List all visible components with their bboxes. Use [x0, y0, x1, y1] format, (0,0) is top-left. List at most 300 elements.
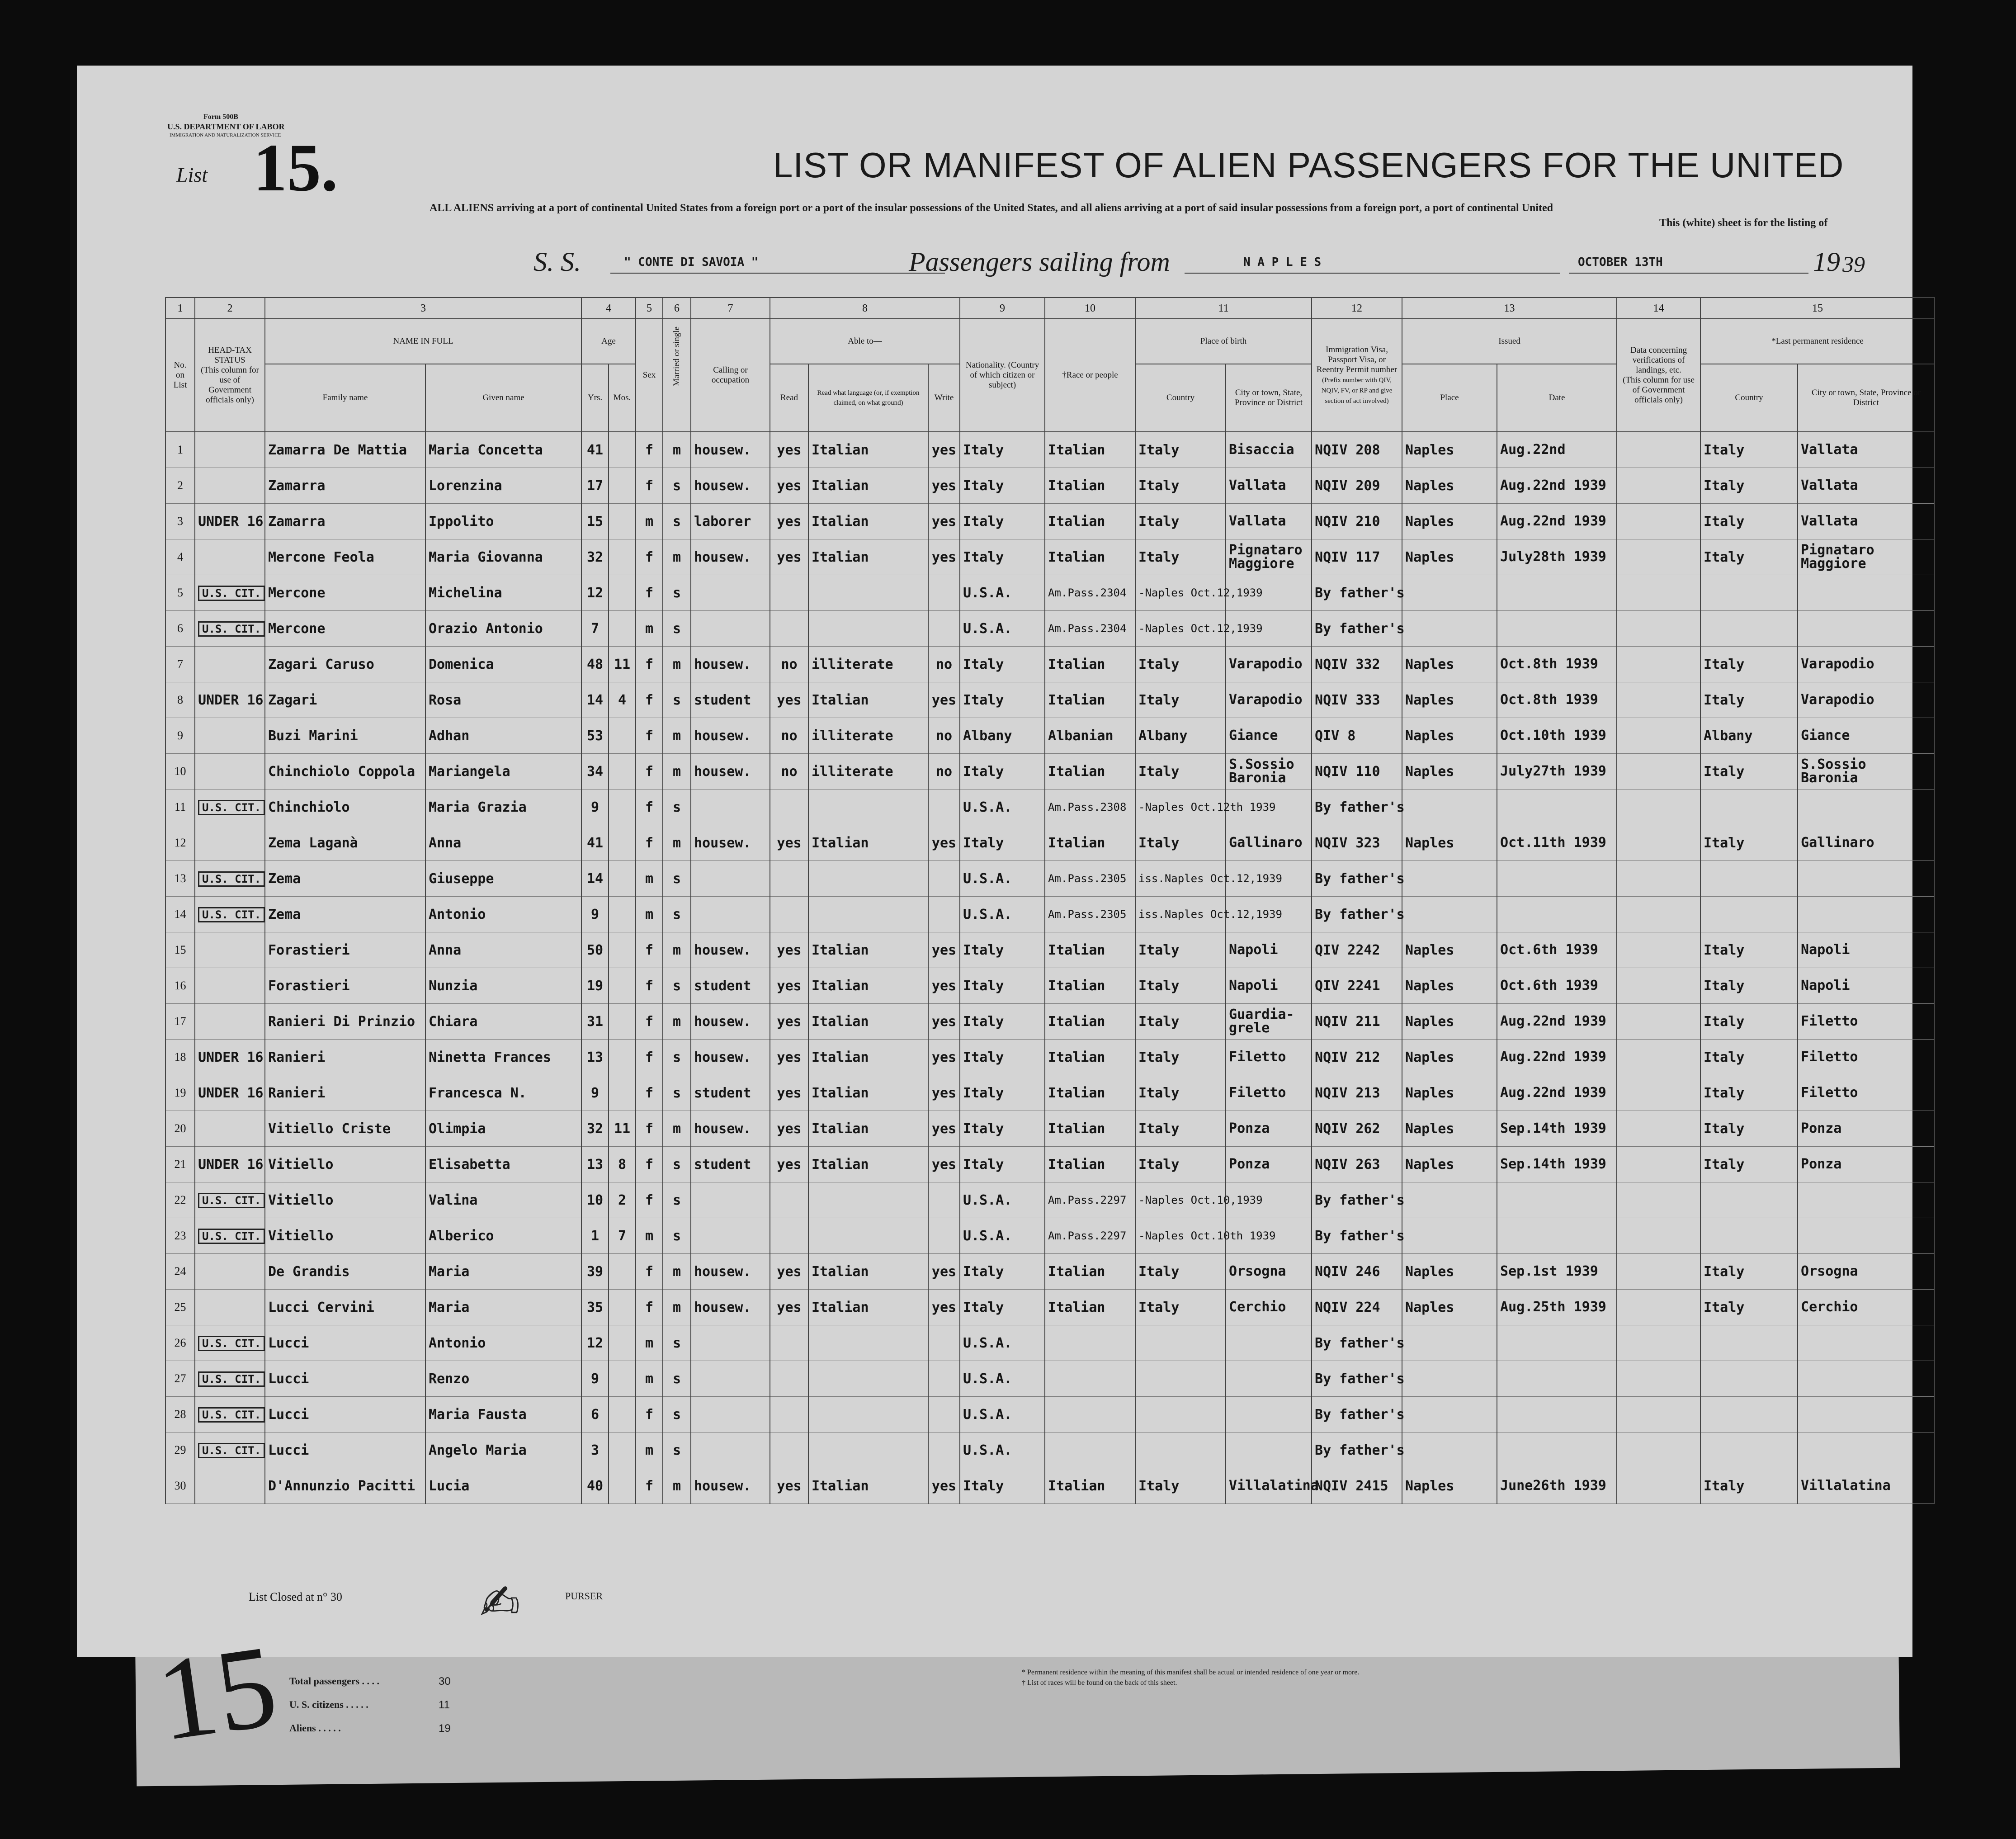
- cell-race: Am.Pass.2305: [1045, 861, 1135, 897]
- cell-n: 29: [165, 1432, 195, 1468]
- cell-landings: [1617, 1147, 1700, 1182]
- cell-visa: NQIV 213: [1312, 1075, 1402, 1111]
- cell-family: Mercone: [265, 611, 425, 647]
- cell-read: yes: [770, 1040, 808, 1075]
- cell-occ: housew.: [691, 932, 770, 968]
- cell-bcountry: -Naples Oct.12th 1939: [1135, 789, 1226, 825]
- cell-bcity: Villalatina: [1226, 1468, 1312, 1504]
- cell-ms: m: [663, 1290, 691, 1325]
- hdr-issued-place: Place: [1402, 364, 1497, 432]
- cell-sex: f: [636, 1397, 663, 1432]
- cell-ms: s: [663, 682, 691, 718]
- cell-mos: [609, 539, 636, 575]
- cell-read: yes: [770, 825, 808, 861]
- cell-occ: [691, 1325, 770, 1361]
- cell-read: [770, 1325, 808, 1361]
- cell-yrs: 15: [581, 504, 609, 539]
- cell-mos: [609, 611, 636, 647]
- cell-occ: [691, 1432, 770, 1468]
- cell-read: [770, 1397, 808, 1432]
- department-name: U.S. DEPARTMENT OF LABOR: [167, 122, 285, 131]
- cell-place: Naples: [1402, 1004, 1497, 1040]
- cell-tax: [195, 611, 265, 647]
- cell-nat: U.S.A.: [960, 1397, 1045, 1432]
- cell-rcountry: Italy: [1700, 1111, 1798, 1147]
- cell-family: Mercone: [265, 575, 425, 611]
- cell-yrs: 3: [581, 1432, 609, 1468]
- cell-family: Zamarra: [265, 468, 425, 504]
- cell-landings: [1617, 647, 1700, 682]
- cell-race: Italian: [1045, 1111, 1135, 1147]
- cell-nat: U.S.A.: [960, 1182, 1045, 1218]
- cell-landings: [1617, 1254, 1700, 1290]
- cell-ms: s: [663, 1075, 691, 1111]
- us-cit-stamp: U.S. CIT.: [198, 1229, 265, 1244]
- cell-landings: [1617, 1325, 1700, 1361]
- cell-read: yes: [770, 468, 808, 504]
- cell-write: [928, 861, 960, 897]
- cell-yrs: 32: [581, 1111, 609, 1147]
- cell-bcountry: Italy: [1135, 932, 1226, 968]
- cell-landings: [1617, 1468, 1700, 1504]
- cell-rcountry: [1700, 611, 1798, 647]
- table-row: [165, 1004, 1935, 1040]
- cell-write: [928, 1325, 960, 1361]
- cell-occ: housew.: [691, 1111, 770, 1147]
- cell-rcountry: Italy: [1700, 1468, 1798, 1504]
- cell-read: no: [770, 718, 808, 754]
- cell-place: Naples: [1402, 754, 1497, 789]
- cell-place: Naples: [1402, 718, 1497, 754]
- cell-mos: 2: [609, 1182, 636, 1218]
- cell-idate: Aug.22nd: [1497, 432, 1617, 468]
- cell-sex: f: [636, 1254, 663, 1290]
- cell-rcity: [1798, 861, 1935, 897]
- cell-occ: housew.: [691, 1468, 770, 1504]
- cell-write: [928, 611, 960, 647]
- cell-n: 15: [165, 932, 195, 968]
- cell-read: [770, 611, 808, 647]
- table-row: [165, 611, 1935, 647]
- cell-bcountry: Italy: [1135, 539, 1226, 575]
- cell-landings: [1617, 861, 1700, 897]
- total-passengers-value: 30: [439, 1675, 451, 1688]
- cell-ms: s: [663, 897, 691, 932]
- cell-idate: Oct.6th 1939: [1497, 968, 1617, 1004]
- table-row: [165, 1432, 1935, 1468]
- cell-given: Lorenzina: [425, 468, 581, 504]
- cell-bcountry: Italy: [1135, 682, 1226, 718]
- cell-lang: Italian: [808, 682, 928, 718]
- cell-write: yes: [928, 1111, 960, 1147]
- cell-yrs: 14: [581, 861, 609, 897]
- cell-mos: [609, 718, 636, 754]
- cell-visa: NQIV 262: [1312, 1111, 1402, 1147]
- cell-race: Am.Pass.2304: [1045, 611, 1135, 647]
- cell-race: Italian: [1045, 1254, 1135, 1290]
- cell-read: [770, 1361, 808, 1397]
- cell-nat: U.S.A.: [960, 789, 1045, 825]
- cell-nat: Italy: [960, 968, 1045, 1004]
- cell-mos: [609, 1361, 636, 1397]
- hdr-data-landings: [1617, 319, 1700, 432]
- cell-ms: s: [663, 611, 691, 647]
- cell-lang: Italian: [808, 825, 928, 861]
- cell-landings: [1617, 432, 1700, 468]
- cell-n: 21: [165, 1147, 195, 1182]
- cell-rcountry: Italy: [1700, 1147, 1798, 1182]
- cell-n: 28: [165, 1397, 195, 1432]
- cell-landings: [1617, 718, 1700, 754]
- cell-idate: [1497, 611, 1617, 647]
- cell-place: Naples: [1402, 504, 1497, 539]
- cell-given: Mariangela: [425, 754, 581, 789]
- cell-given: Maria Giovanna: [425, 539, 581, 575]
- cell-rcountry: Italy: [1700, 504, 1798, 539]
- cell-yrs: 1: [581, 1218, 609, 1254]
- total-passengers-label: Total passengers: [289, 1675, 360, 1687]
- cell-race: Am.Pass.2297: [1045, 1218, 1135, 1254]
- cell-idate: July28th 1939: [1497, 539, 1617, 575]
- cell-rcountry: Italy: [1700, 1075, 1798, 1111]
- port-underline: [1185, 273, 1560, 274]
- cell-rcity: [1798, 575, 1935, 611]
- cell-nat: Italy: [960, 754, 1045, 789]
- cell-yrs: 9: [581, 897, 609, 932]
- cell-place: [1402, 611, 1497, 647]
- cell-nat: U.S.A.: [960, 861, 1045, 897]
- hdr-yrs: Yrs.: [581, 364, 609, 432]
- cell-bcountry: [1135, 1397, 1226, 1432]
- under-16-stamp: UNDER 16: [198, 513, 264, 529]
- cell-occ: housew.: [691, 1254, 770, 1290]
- cell-ms: s: [663, 1361, 691, 1397]
- cell-mos: 8: [609, 1147, 636, 1182]
- cell-given: Maria Grazia: [425, 789, 581, 825]
- table-row: [165, 468, 1935, 504]
- cell-family: Vitiello: [265, 1182, 425, 1218]
- cell-bcountry: Italy: [1135, 1254, 1226, 1290]
- us-cit-stamp: U.S. CIT.: [198, 621, 265, 637]
- cell-tax: [195, 504, 265, 539]
- cell-write: yes: [928, 682, 960, 718]
- cell-sex: f: [636, 754, 663, 789]
- cell-family: Lucci: [265, 1432, 425, 1468]
- cell-occ: housew.: [691, 1040, 770, 1075]
- cell-place: [1402, 897, 1497, 932]
- cell-bcountry: Italy: [1135, 432, 1226, 468]
- cell-yrs: 17: [581, 468, 609, 504]
- cell-n: 26: [165, 1325, 195, 1361]
- cell-yrs: 35: [581, 1290, 609, 1325]
- cell-bcity: Varapodio: [1226, 647, 1312, 682]
- year-suffix: 39: [1842, 251, 1865, 277]
- cell-visa: NQIV 110: [1312, 754, 1402, 789]
- cell-lang: [808, 789, 928, 825]
- cell-sex: m: [636, 861, 663, 897]
- cell-n: 30: [165, 1468, 195, 1504]
- cell-given: Maria: [425, 1290, 581, 1325]
- hdr-age: Age: [581, 319, 636, 364]
- cell-n: 25: [165, 1290, 195, 1325]
- cell-tax: [195, 1397, 265, 1432]
- cell-visa: By father's: [1312, 1361, 1402, 1397]
- cell-mos: [609, 754, 636, 789]
- cell-visa: NQIV 246: [1312, 1254, 1402, 1290]
- cell-rcity: Napoli: [1798, 968, 1935, 1004]
- hdr-birth-city: City or town, State, Province or District: [1226, 364, 1312, 432]
- cell-read: [770, 1218, 808, 1254]
- cell-rcity: Varapodio: [1798, 647, 1935, 682]
- cell-given: Rosa: [425, 682, 581, 718]
- cell-bcountry: Italy: [1135, 1004, 1226, 1040]
- cell-nat: Italy: [960, 682, 1045, 718]
- hdr-married-text: Married or single: [672, 326, 681, 386]
- cell-bcountry: Italy: [1135, 1468, 1226, 1504]
- table-row: [165, 1468, 1935, 1504]
- cell-rcountry: Italy: [1700, 647, 1798, 682]
- cell-idate: [1497, 575, 1617, 611]
- cell-yrs: 39: [581, 1254, 609, 1290]
- cell-ms: s: [663, 575, 691, 611]
- cell-bcountry: [1135, 1325, 1226, 1361]
- cell-family: Zamarra De Mattia: [265, 432, 425, 468]
- hdr-issued-date: Date: [1497, 364, 1617, 432]
- cell-rcity: Villalatina: [1798, 1468, 1935, 1504]
- manifest-title: LIST OR MANIFEST OF ALIEN PASSENGERS FOR THE UNITED: [773, 145, 1844, 185]
- cell-sex: f: [636, 1040, 663, 1075]
- under-16-stamp: UNDER 16: [198, 692, 264, 708]
- cell-tax: [195, 1111, 265, 1147]
- cell-family: Vitiello: [265, 1147, 425, 1182]
- cell-rcity: Vallata: [1798, 468, 1935, 504]
- cell-landings: [1617, 1004, 1700, 1040]
- cell-race: Italian: [1045, 1147, 1135, 1182]
- cell-rcity: Giance: [1798, 718, 1935, 754]
- cell-bcountry: Italy: [1135, 468, 1226, 504]
- cell-race: Italian: [1045, 932, 1135, 968]
- manifest-subtitle: ALL ALIENS arriving at a port of continental United States from a foreign port or a port of the insular possessions of the United States, and all aliens arriving at a port of said insular possessions from a foreign port, a port of continental United: [430, 202, 1553, 214]
- cell-yrs: 12: [581, 1325, 609, 1361]
- cell-sex: m: [636, 897, 663, 932]
- cell-tax: [195, 539, 265, 575]
- colnum-2: 2: [195, 298, 265, 319]
- cell-idate: [1497, 1325, 1617, 1361]
- cell-sex: f: [636, 647, 663, 682]
- cell-visa: NQIV 332: [1312, 647, 1402, 682]
- cell-n: 19: [165, 1075, 195, 1111]
- cell-family: Zagari Caruso: [265, 647, 425, 682]
- cell-sex: m: [636, 1361, 663, 1397]
- colnum-9: 9: [960, 298, 1045, 319]
- cell-mos: 4: [609, 682, 636, 718]
- cell-family: Zema Laganà: [265, 825, 425, 861]
- cell-bcity: Ponza: [1226, 1111, 1312, 1147]
- cell-nat: U.S.A.: [960, 1218, 1045, 1254]
- cell-tax: [195, 897, 265, 932]
- cell-mos: [609, 468, 636, 504]
- cell-bcountry: [1135, 1432, 1226, 1468]
- cell-rcountry: [1700, 1218, 1798, 1254]
- cell-given: Ippolito: [425, 504, 581, 539]
- cell-write: yes: [928, 968, 960, 1004]
- cell-place: Naples: [1402, 682, 1497, 718]
- cell-bcountry: Albany: [1135, 718, 1226, 754]
- cell-n: 5: [165, 575, 195, 611]
- table-row: [165, 1040, 1935, 1075]
- cell-rcity: Orsogna: [1798, 1254, 1935, 1290]
- cell-landings: [1617, 1075, 1700, 1111]
- cell-ms: m: [663, 1254, 691, 1290]
- cell-write: yes: [928, 1290, 960, 1325]
- cell-read: [770, 897, 808, 932]
- cell-ms: m: [663, 1111, 691, 1147]
- cell-visa: By father's: [1312, 1182, 1402, 1218]
- colnum-14: 14: [1617, 298, 1700, 319]
- cell-lang: illiterate: [808, 647, 928, 682]
- under-16-stamp: UNDER 16: [198, 1049, 264, 1065]
- cell-visa: By father's: [1312, 861, 1402, 897]
- cell-occ: housew.: [691, 825, 770, 861]
- cell-read: yes: [770, 1075, 808, 1111]
- cell-place: Naples: [1402, 432, 1497, 468]
- cell-tax: [195, 575, 265, 611]
- cell-given: Giuseppe: [425, 861, 581, 897]
- cell-ms: s: [663, 504, 691, 539]
- cell-rcity: [1798, 1361, 1935, 1397]
- cell-read: yes: [770, 1254, 808, 1290]
- cell-sex: f: [636, 1004, 663, 1040]
- cell-bcity: Filetto: [1226, 1075, 1312, 1111]
- cell-tax: [195, 1254, 265, 1290]
- cell-bcountry: Italy: [1135, 825, 1226, 861]
- cell-occ: [691, 1182, 770, 1218]
- cell-lang: Italian: [808, 539, 928, 575]
- cell-tax: [195, 1004, 265, 1040]
- cell-race: Italian: [1045, 1468, 1135, 1504]
- hdr-able-to: Able to—: [770, 319, 960, 364]
- column-header-row-1: [165, 319, 1935, 364]
- cell-place: [1402, 1397, 1497, 1432]
- cell-yrs: 9: [581, 789, 609, 825]
- colnum-5: 5: [636, 298, 663, 319]
- cell-bcity: [1226, 1432, 1312, 1468]
- cell-read: yes: [770, 1111, 808, 1147]
- cell-given: Francesca N.: [425, 1075, 581, 1111]
- cell-ms: s: [663, 1325, 691, 1361]
- cell-lang: [808, 1361, 928, 1397]
- cell-read: yes: [770, 539, 808, 575]
- hdr-res-city: City or town, State, Province or District: [1798, 364, 1935, 432]
- cell-race: Am.Pass.2308: [1045, 789, 1135, 825]
- colnum-13: 13: [1402, 298, 1617, 319]
- cell-landings: [1617, 575, 1700, 611]
- cell-lang: [808, 1218, 928, 1254]
- cell-idate: Oct.6th 1939: [1497, 932, 1617, 968]
- cell-visa: NQIV 2415: [1312, 1468, 1402, 1504]
- table-row: [165, 825, 1935, 861]
- cell-tax: [195, 468, 265, 504]
- cell-sex: m: [636, 504, 663, 539]
- ship-underline: [610, 273, 945, 274]
- cell-mos: [609, 1254, 636, 1290]
- cell-place: Naples: [1402, 1147, 1497, 1182]
- date-underline: [1569, 273, 1808, 274]
- cell-idate: Aug.22nd 1939: [1497, 1075, 1617, 1111]
- hdr-visa-note: (Prefix number with QIV, NQIV, FV, or RP and give section of act involved): [1321, 376, 1393, 405]
- cell-occ: student: [691, 682, 770, 718]
- table-row: [165, 1325, 1935, 1361]
- cell-place: Naples: [1402, 1290, 1497, 1325]
- cell-given: Maria Fausta: [425, 1397, 581, 1432]
- cell-mos: [609, 825, 636, 861]
- cell-mos: [609, 504, 636, 539]
- total-passengers-row: Total passengers . . . . 30: [289, 1675, 451, 1688]
- cell-rcity: Vallata: [1798, 432, 1935, 468]
- cell-bcity: S.Sossio Baronia: [1226, 754, 1312, 789]
- cell-visa: NQIV 263: [1312, 1147, 1402, 1182]
- us-cit-stamp: U.S. CIT.: [198, 1336, 265, 1351]
- cell-tax: [195, 1040, 265, 1075]
- cell-sex: f: [636, 1111, 663, 1147]
- cell-tax: [195, 1147, 265, 1182]
- cell-visa: By father's: [1312, 1218, 1402, 1254]
- us-cit-stamp: U.S. CIT.: [198, 1407, 265, 1423]
- cell-write: yes: [928, 432, 960, 468]
- cell-lang: Italian: [808, 1004, 928, 1040]
- cell-mos: [609, 1397, 636, 1432]
- cell-nat: Italy: [960, 539, 1045, 575]
- cell-write: [928, 897, 960, 932]
- cell-read: yes: [770, 968, 808, 1004]
- cell-occ: housew.: [691, 1004, 770, 1040]
- cell-bcity: Vallata: [1226, 468, 1312, 504]
- cell-rcountry: [1700, 1325, 1798, 1361]
- cell-occ: [691, 861, 770, 897]
- sailing-port: N A P L E S: [1243, 255, 1322, 269]
- cell-write: yes: [928, 1254, 960, 1290]
- cell-mos: [609, 1432, 636, 1468]
- cell-family: Ranieri Di Prinzio: [265, 1004, 425, 1040]
- cell-sex: m: [636, 611, 663, 647]
- cell-landings: [1617, 504, 1700, 539]
- cell-ms: m: [663, 825, 691, 861]
- us-citizens-row: U. S. citizens . . . . . 11: [289, 1699, 450, 1711]
- cell-tax: [195, 1182, 265, 1218]
- cell-write: yes: [928, 932, 960, 968]
- cell-occ: housew.: [691, 1290, 770, 1325]
- cell-yrs: 7: [581, 611, 609, 647]
- cell-sex: f: [636, 825, 663, 861]
- cell-given: Antonio: [425, 897, 581, 932]
- cell-place: Naples: [1402, 539, 1497, 575]
- cell-lang: [808, 1182, 928, 1218]
- cell-race: Italian: [1045, 432, 1135, 468]
- cell-race: Italian: [1045, 647, 1135, 682]
- hdr-read: Read: [770, 364, 808, 432]
- cell-ms: m: [663, 754, 691, 789]
- cell-landings: [1617, 789, 1700, 825]
- cell-rcountry: [1700, 575, 1798, 611]
- hdr-issued: Issued: [1402, 319, 1617, 364]
- cell-nat: Italy: [960, 1254, 1045, 1290]
- cell-tax: [195, 1325, 265, 1361]
- cell-rcountry: [1700, 1397, 1798, 1432]
- cell-write: [928, 789, 960, 825]
- cell-yrs: 14: [581, 682, 609, 718]
- cell-mos: 11: [609, 1111, 636, 1147]
- cell-tax: [195, 1468, 265, 1504]
